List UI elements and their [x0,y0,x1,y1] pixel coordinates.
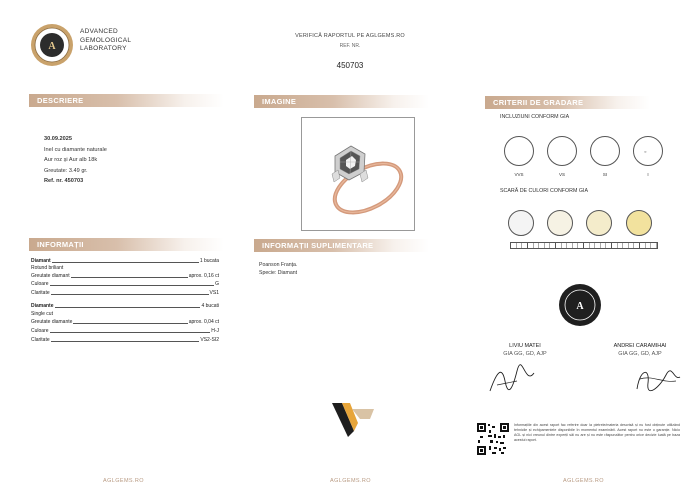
lab-name-line3: LABORATORY [80,45,127,52]
color-diamond-2 [547,210,573,236]
criterii-band: CRITERII DE GRADARE [485,96,650,109]
inclusion-label-si: SI [602,172,608,177]
left-signature [487,361,537,396]
info-row: Rotund briliant [31,265,64,271]
inclusion-label-vs: VS [558,172,565,177]
descriere-band: DESCRIERE [29,94,224,107]
footer-right: AGLGEMS.RO [563,478,604,484]
right-signature [632,361,682,396]
imagine-band: IMAGINE [254,95,429,108]
ring-image-frame [301,117,415,231]
verify-text: VERIFICĂ RAPORTUL PE AGLGEMS.RO [295,33,405,39]
weight-text: Greutate: 3.49 gr. [44,167,88,174]
lab-seal-logo [30,23,74,67]
info-row: Diamant 1 bucata [31,258,219,264]
inclusion-diagram-si [590,136,620,166]
informatii-band: INFORMAȚII [29,238,224,251]
lab-name-line1: ADVANCED [80,28,119,35]
color-diamond-3 [586,210,612,236]
ref-label: REF. NR. [339,43,361,49]
lab-stamp-logo [558,283,602,327]
inclusion-diagram-i: ◦ [633,136,663,166]
info-row: Single cut [31,311,53,317]
color-diamond-4 [626,210,652,236]
color-scale-bar [510,242,658,249]
color-diamond-1 [508,210,534,236]
supplementary-line1: Poanson Franța. [259,262,298,268]
ref-number: 450703 [336,61,364,70]
metal-description: Aur roz și Aur alb 18k [44,157,98,163]
svg-text:A: A [576,301,584,312]
info-row: Greutate diamante aprox. 0,04 ct [31,319,219,325]
disclaimer-text: Informațiile din acest raport fac referire doar la pietrele/materia descrisă și nu fost obținute utilizând tehnicile și echipamentele disponibile în momentul examinării. Acest raport nu este o garanție. Nicio AGL și nici vreunul dintre experții săi nu are și nu este răspunzător pentru orice decizie luată pe baza acestui raport. [514,423,680,442]
footer-left: AGLGEMS.RO [103,478,144,484]
ref-text: Ref. nr. 450703 [44,178,84,184]
right-signer-credentials: GIA GG, GD, AJP [618,351,662,357]
info-row: Claritate VS1 [31,290,219,296]
info-row: Diamante 4 bucati [31,303,219,309]
color-scale-title: SCARĂ DE CULORI CONFORM GIA [500,188,588,194]
inclusion-diagram-vs [547,136,577,166]
brand-logo [330,401,376,439]
lab-name-line2: GEMOLOGICAL [80,36,132,44]
left-signer-name: LIVIU MATEI [509,343,541,349]
left-signer-credentials: GIA GG, GD, AJP [503,351,547,357]
supplementary-line2: Specie: Diamant [259,270,298,276]
inclusions-title: INCLUZIUNI CONFORM GIA [500,114,570,120]
inclusion-label-vvs: VVS [514,172,524,177]
svg-text:A: A [48,41,56,52]
qr-code [476,422,510,456]
info-row: Claritate VS2-SI2 [31,337,219,343]
info-row: Culoare H-J [31,328,219,334]
right-signer-name: ANDREI CARAMIHAI [613,343,667,349]
item-description: Inel cu diamante naturale [44,146,107,153]
ring-image [302,118,414,230]
report-date: 30.09.2025 [44,136,72,142]
info-row: Culoare G [31,281,219,287]
footer-center: AGLGEMS.RO [330,478,371,484]
info-row: Greutate diamant aprox. 0,16 ct [31,273,219,279]
suplimentare-band: INFORMAȚII SUPLIMENTARE [254,239,429,252]
inclusion-label-i: I [647,172,649,177]
inclusion-diagram-vvs [504,136,534,166]
